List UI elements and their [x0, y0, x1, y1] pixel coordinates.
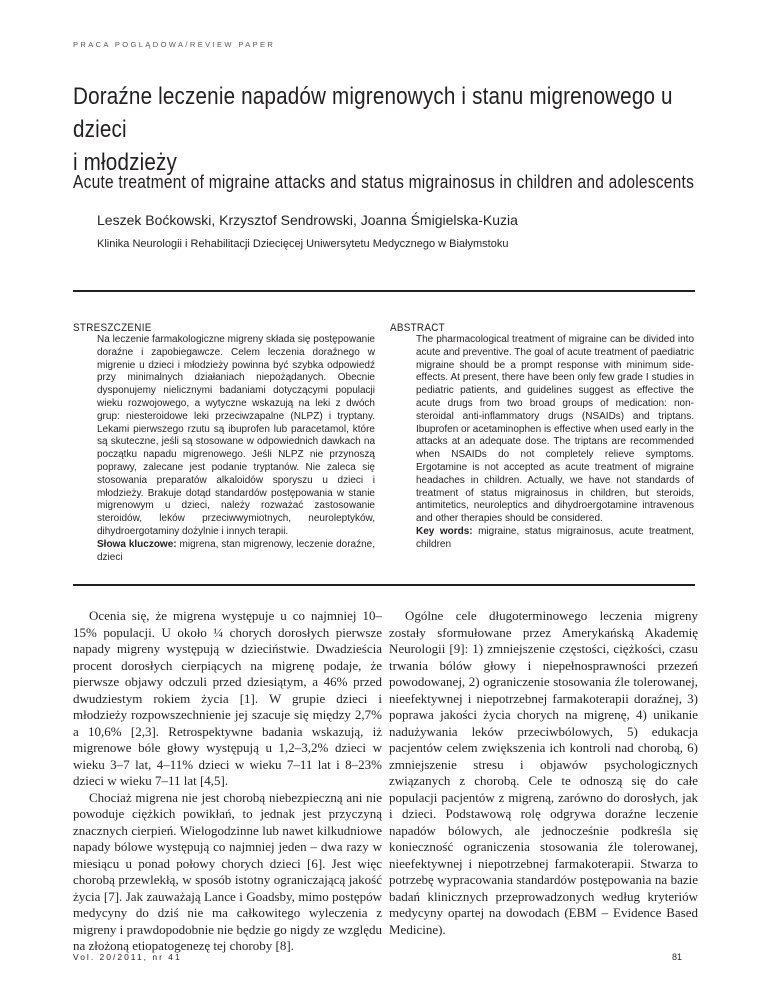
body-column-right: [389, 608, 698, 938]
abstract-keywords-label: Key words:: [416, 525, 473, 537]
english-abstract: [416, 334, 694, 552]
abstract-text: The pharmacological treatment of migraine can be divided into acute and preventive. The goal of acute treatment of paediatric migraine should be a prompt response with minimum side-effects. At present, there have been only few grade I studies in pediatric patients, and guidelines suggest as effective the acute drugs from two broad groups of medication: non-steroidal anti-inflammatory drugs (NSAIDs) and triptans. Ibuprofen or acetaminophen is effective when used early in the attacks at an adequate dose. The triptans are recommended when NSAIDs do not completely relieve symptoms. Ergotamine is not accepted as acute treatment of migraine headaches in children. Actually, we have not standards of treatment of status migrainosus in children, but steroids, antimitetics, neuroleptics and dihydroergotamine intravenous and other therapies should be considered.: [416, 334, 694, 525]
title-polish: [73, 80, 709, 179]
affiliation: Klinika Neurologii i Rehabilitacji Dziecięcej Uniwersytetu Medycznego w Białymstoku: [97, 238, 509, 250]
title-english: Acute treatment of migraine attacks and status migrainosus in children and adolescents: [73, 172, 695, 192]
streszczenie-heading: STRESZCZENIE: [73, 322, 152, 334]
journal-issue: Vol. 20/2011, nr 41: [73, 952, 182, 962]
title-polish-line-1: Doraźne leczenie napadów migrenowych i stanu migrenowego u dzieci: [73, 83, 673, 143]
abstract-heading: ABSTRACT: [390, 322, 445, 334]
abstract-keywords: migraine, status migrainosus, acute treatment, children: [416, 525, 694, 550]
body-paragraph: Ocenia się, że migrena występuje u co najmniej 10–15% populacji. U około ¼ chorych dorosłych pierwsze napady migreny występują w dzieciństwie. Dwadzieścia procent dorosłych cierpiących na migrenę podaje, że pierwsze objawy odczuli przed dziesiątym, a 46% przed dwudziestym rokiem życia [1]. W grupie dzieci i młodzieży rozpowszechnienie jej szacuje się między 2,7% a 10,6% [2,3]. Retrospektywne badania wskazują, iż migrenowe bóle głowy występują u 1,2–3,2% dzieci w wieku 3–7 lat, 4–11% dzieci w wieku 7–11 lat i 8–23% dzieci w wieku 7–11 lat [4,5].: [73, 608, 382, 788]
streszczenie-keywords-label: Słowa kluczowe:: [97, 538, 177, 550]
body-paragraph: Chociaż migrena nie jest chorobą niebezpieczną ani nie powoduje ciężkich powikłań, to jednak jest przyczyną znacznych cierpień. Wielogodzinne lub nawet kilkudniowe napady bólowe występują co najmniej jeden – dwa razy w miesiącu u ponad połowy chorych dzieci [6]. Jest więc chorobą przewlekłą, w sposób istotny ograniczającą jakość życia [7]. Jak zauważają Lance i Goadsby, mimo postępów medycyny do dziś nie ma całkowitego wyleczenia z migreny i prawdopodobnie nie będzie go nigdy ze względu na złożoną etiopatogenezę tej choroby [8].: [73, 789, 382, 953]
streszczenie-keywords: migrena, stan migrenowy, leczenie doraźne, dzieci: [97, 538, 375, 563]
top-divider: [73, 290, 695, 292]
body-column-left: [73, 608, 382, 955]
body-paragraph: Ogólne cele długoterminowego leczenia migreny zostały sformułowane przez Amerykańską Akademię Neurologii [9]: 1) zmniejszenie częstości, ciężkości, czasu trwania bólów głowy i niepełnosprawności przezeń powodowanej, 2) ograniczenie stosowania źle tolerowanej, nieefektywnej i niepotrzebnej farmakoterapii doraźnej, 3) poprawa jakości życia chorych na migrenę, 4) unikanie nadużywania leków przeciwbólowych, 5) edukacja pacjentów celem zwiększenia ich kontroli nad chorobą, 6) zmniejszenie stresu i objawów psychologicznych związanych z chorobą. Cele te odnoszą się do całe populacji pacjentów z migreną, zarówno do dorosłych, jak i dzieci. Podstawową rolę odgrywa doraźne leczenie napadów bólowych, ale jednocześnie podkreśla się konieczność ograniczenia stosowania źle tolerowanej, nieefektywnej i niepotrzebnej farmakoterapii. Stwarza to potrzebę wypracowania standardów postępowania na bazie badań klinicznych przeprowadzonych według kryteriów medycyny opartej na dowodach (EBM – Evidence Based Medicine).: [389, 608, 698, 937]
page-number: 81: [672, 952, 683, 962]
title-polish-line-2: i młodzieży: [73, 149, 177, 176]
streszczenie-abstract: [97, 334, 375, 564]
article-type-label: PRACA POGLĄDOWA/REVIEW PAPER: [73, 40, 276, 49]
authors: Leszek Boćkowski, Krzysztof Sendrowski, Joanna Śmigielska-Kuzia: [97, 212, 518, 228]
bottom-divider: [73, 584, 695, 586]
streszczenie-text: Na leczenie farmakologiczne migreny składa się postępowanie doraźne i zapobiegawcze. Celem leczenia doraźnego w migrenie u dzieci i młodzieży powinna być szybka odpowiedź przy minimalnych działaniach niepożądanych. Obecnie dysponujemy nielicznymi badaniami dotyczącymi populacji wieku rozwojowego, a wytyczne wskazują na leki z dwóch grup: niesteroidowe leki przeciwzapalne (NLPZ) i tryptany. Lekami pierwszego rzutu są ibuprofen lub paracetamol, które są skuteczne, jeśli są stosowane w odpowiednich dawkach na początku napadu migrenowego. Jeśli NLPZ nie przynoszą poprawy, zalecane jest podanie tryptanów. Nie zaleca się stosowania preparatów alkaloidów sporyszu u dzieci i młodzieży. Brakuje dotąd standardów postępowania w stanie migrenowym u dzieci, należy rozważać zastosowanie steroidów, leków przeciwwymiotnych, neuroleptyków, dihydroergotaminy dożylnie i innych terapii.: [97, 334, 375, 537]
